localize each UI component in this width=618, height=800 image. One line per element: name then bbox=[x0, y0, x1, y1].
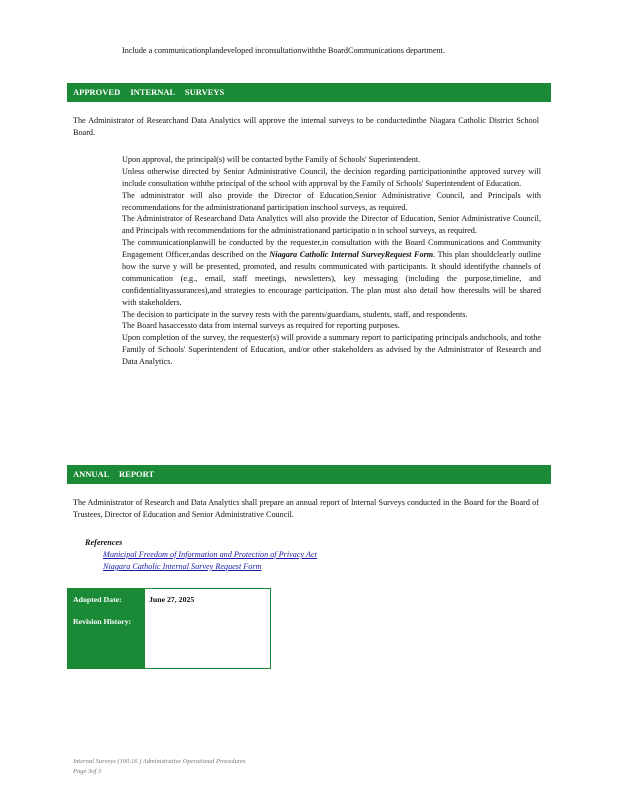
bullet-text-continued: . This plan shouldclearly outline how the surve y will be presented, promoted, and results communicated with participants. It should identifythe channels of communication (e.g., email, staff meetings, newsletters), key messaging (including the purpose,timeline, and confidentialityassurances),and strategies to encourage participation. The plan must also detail how theresults will be shared with stakeholders. bbox=[122, 250, 541, 307]
bullet-text: The administrator will also provide the Director of Education,Senior Administrative Council, and Principals with recommendations for the administrationand participation inschool surveys, as required. bbox=[122, 190, 541, 212]
annual-report-paragraph: The Administrator of Research and Data Analytics shall prepare an annual report of Internal Surveys conducted in the Board for the Board of Trustees, Director of Education and Senior Administrative Council. bbox=[73, 498, 539, 519]
revision-history-label: Revision History: bbox=[73, 617, 132, 627]
references-block bbox=[85, 537, 465, 573]
footer-page-number: Page 3of 3 bbox=[73, 768, 102, 776]
list-item bbox=[104, 237, 541, 308]
bullet-text: Include a communicationplandeveloped inconsultationwiththe BoardCommunications department. bbox=[122, 46, 445, 55]
reference-link-freedom-of-information-act[interactable]: Municipal Freedom of Information and Protection of Privacy Act bbox=[103, 549, 317, 559]
adoption-table bbox=[67, 588, 271, 669]
form-name-reference: Niagara Catholic Internal SurveyRequest Form bbox=[269, 250, 434, 260]
bullet-text: Upon approval, the principal(s) will be contacted bythe Family of Schools' Superintendent. bbox=[122, 155, 421, 164]
bullet-text: Upon completion of the survey, the requester(s) will provide a summary report to participating principals andschools, and tothe Family of Schools' Superintendent of Education, and/or other stakeholders as advised by the Administrator of Research and Data Analytics. bbox=[122, 333, 541, 367]
list-item bbox=[104, 309, 541, 321]
list-item bbox=[104, 45, 534, 57]
bullet-text: Unless otherwise directed by Senior Administrative Council, the decision regarding participationinthe approved survey will include consultation withthe principal of the school with approval by the Family of Schools' Superintendent of Education. bbox=[122, 166, 541, 188]
footer-document-title: Internal Surveys (100.16 ) Administrative Operational Procedures bbox=[73, 758, 246, 765]
list-item bbox=[104, 213, 541, 237]
list-item bbox=[104, 320, 541, 332]
bullet-text: The Administrator of Researchand Data Analytics will also provide the Director of Education, Senior Administrative Council, and Principals with recommendations for the administrationand participatio n in school surveys, as required. bbox=[122, 214, 541, 236]
bullet-text: The decision to participate in the survey rests with the parents/guardians, students, staff, and respondents. bbox=[122, 309, 468, 319]
list-item bbox=[104, 332, 541, 368]
reference-link-survey-request-form[interactable]: Niagara Catholic Internal Survey Request Form bbox=[103, 561, 262, 571]
adopted-date-value: June 27, 2025 bbox=[149, 595, 195, 604]
list-item bbox=[104, 190, 541, 214]
adoption-table-labels bbox=[68, 589, 145, 668]
reference-item bbox=[85, 561, 465, 573]
adoption-table-values bbox=[145, 589, 270, 668]
reference-item bbox=[85, 549, 465, 561]
list-item bbox=[104, 154, 541, 166]
adopted-date-label: Adopted Date: bbox=[73, 595, 122, 604]
references-title: References bbox=[85, 538, 123, 547]
bullet-text: The communicationplanwill be conducted by the requester,in consultation with the Board Communications and Community Engagement Officer,andas described on the bbox=[122, 238, 541, 260]
bullet-text: The Board hasaccessto data from internal surveys as required for reporting purposes. bbox=[122, 321, 400, 331]
top-bullet-list bbox=[104, 45, 534, 57]
page-footer bbox=[73, 757, 246, 777]
section-heading-annual-report: ANNUAL REPORT bbox=[67, 465, 551, 484]
approved-intro-paragraph: The Administrator of Researchand Data Analytics will approve the internal surveys to be conductedinthe Niagara Catholic District School Board. bbox=[73, 116, 539, 137]
approved-bullet-list bbox=[104, 154, 541, 368]
list-item bbox=[104, 166, 541, 190]
section-heading-approved-surveys: APPROVED INTERNAL SURVEYS bbox=[67, 83, 551, 102]
